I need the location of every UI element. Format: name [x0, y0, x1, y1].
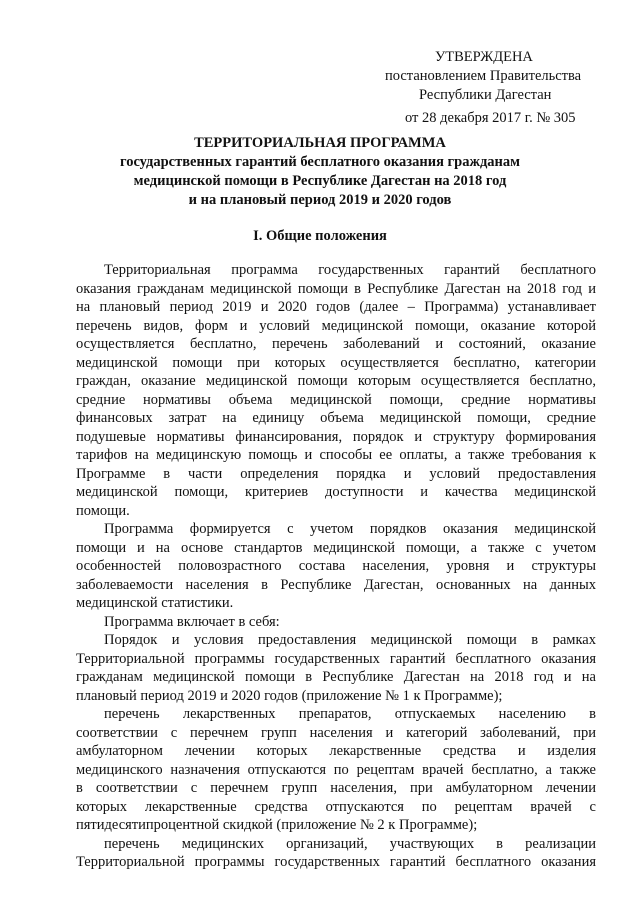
body-line: финансовых затрат на единицу объема медицинской помощи, средние: [76, 410, 596, 426]
section-heading: I. Общие положения: [253, 228, 387, 244]
body-line: амбулаторном лечении которых лекарственные средства и изделия: [76, 743, 596, 759]
body-line: медицинской статистики.: [76, 595, 234, 611]
body-line: особенностей половозрастного состава населения, уровня и структуры: [76, 558, 596, 574]
body-line: помощи и на основе стандартов медицинской помощи, а также с учетом: [76, 539, 596, 556]
body-line: оказания гражданам медицинской помощи в Республике Дагестан на 2018 год и: [76, 280, 596, 297]
body-line: перечень видов, форм и условий медицинской помощи, оказание которой: [76, 317, 596, 334]
body-text: [76, 261, 596, 872]
document-subtitle-line-2: медицинской помощи в Республике Дагестан на 2018 год: [133, 173, 507, 189]
body-line: Программе в части определения порядка и условий предоставления: [76, 465, 596, 482]
body-line: заболеваемости населения в Республике Дагестан, основанных на данных: [76, 576, 596, 593]
body-line: граждан, оказание медицинской помощи которым осуществляется бесплатно,: [76, 373, 596, 389]
body-line: пятидесятипроцентной скидкой (приложение № 2 к Программе);: [76, 817, 478, 833]
body-line: соответствии с перечнем групп населения и категорий заболеваний, при: [76, 724, 596, 741]
body-line: медицинского назначения отпускаются по рецептам врачей бесплатно, а также: [76, 761, 596, 778]
approval-authority-line: Республики Дагестан: [419, 87, 552, 103]
body-line: медицинской помощи, критериев доступности и качества медицинской: [76, 484, 596, 500]
body-line: средние нормативы объема медицинской помощи, средние нормативы: [76, 391, 596, 408]
body-line: Территориальная программа государственных гарантий бесплатного: [104, 262, 596, 278]
body-line: Территориальной программы государственных гарантий бесплатного оказания: [76, 650, 596, 667]
approval-date-number: от 28 декабря 2017 г. № 305: [405, 110, 576, 126]
body-line: которых лекарственные средства отпускаются по рецептам врачей с: [76, 798, 596, 815]
body-line: гражданам медицинской помощи в Республике Дагестан на 2018 год и на: [76, 669, 596, 685]
document-subtitle-line-3: и на плановый период 2019 и 2020 годов: [188, 192, 452, 208]
body-line: плановый период 2019 и 2020 годов (приложение № 1 к Программе);: [76, 687, 503, 704]
body-line: подушевые нормативы финансирования, порядок и структуру формирования: [76, 428, 596, 445]
document-subtitle-line-1: государственных гарантий бесплатного оказания гражданам: [119, 154, 521, 170]
body-line: медицинской помощи при которых осуществляется бесплатно, категории: [76, 354, 596, 371]
body-line: перечень лекарственных препаратов, отпускаемых населению в: [104, 706, 596, 722]
body-line: тарифов на медицинскую помощь и способы ее оплаты, а также требования к: [76, 447, 596, 463]
document-title: ТЕРРИТОРИАЛЬНАЯ ПРОГРАММА: [194, 135, 446, 151]
body-line: Территориальной программы государственных гарантий бесплатного оказания: [76, 854, 596, 870]
body-line: Программа включает в себя:: [104, 613, 280, 630]
body-line: Порядок и условия предоставления медицинской помощи в рамках: [104, 632, 596, 648]
body-line: осуществляется бесплатно, перечень заболеваний и состояний, оказание: [76, 336, 596, 352]
approval-decree-line: постановлением Правительства: [385, 68, 582, 84]
body-line: Программа формируется с учетом порядков оказания медицинской: [104, 521, 596, 537]
approval-stamp-title: УТВЕРЖДЕНА: [435, 49, 533, 65]
body-line: перечень медицинских организаций, участвующих в реализации: [104, 835, 596, 852]
body-line: в соответствии с перечнем групп населения, при амбулаторном лечении: [76, 780, 596, 796]
body-line: на плановый период 2019 и 2020 годов (далее – Программа) устанавливает: [76, 299, 596, 315]
body-line: помощи.: [76, 502, 130, 519]
